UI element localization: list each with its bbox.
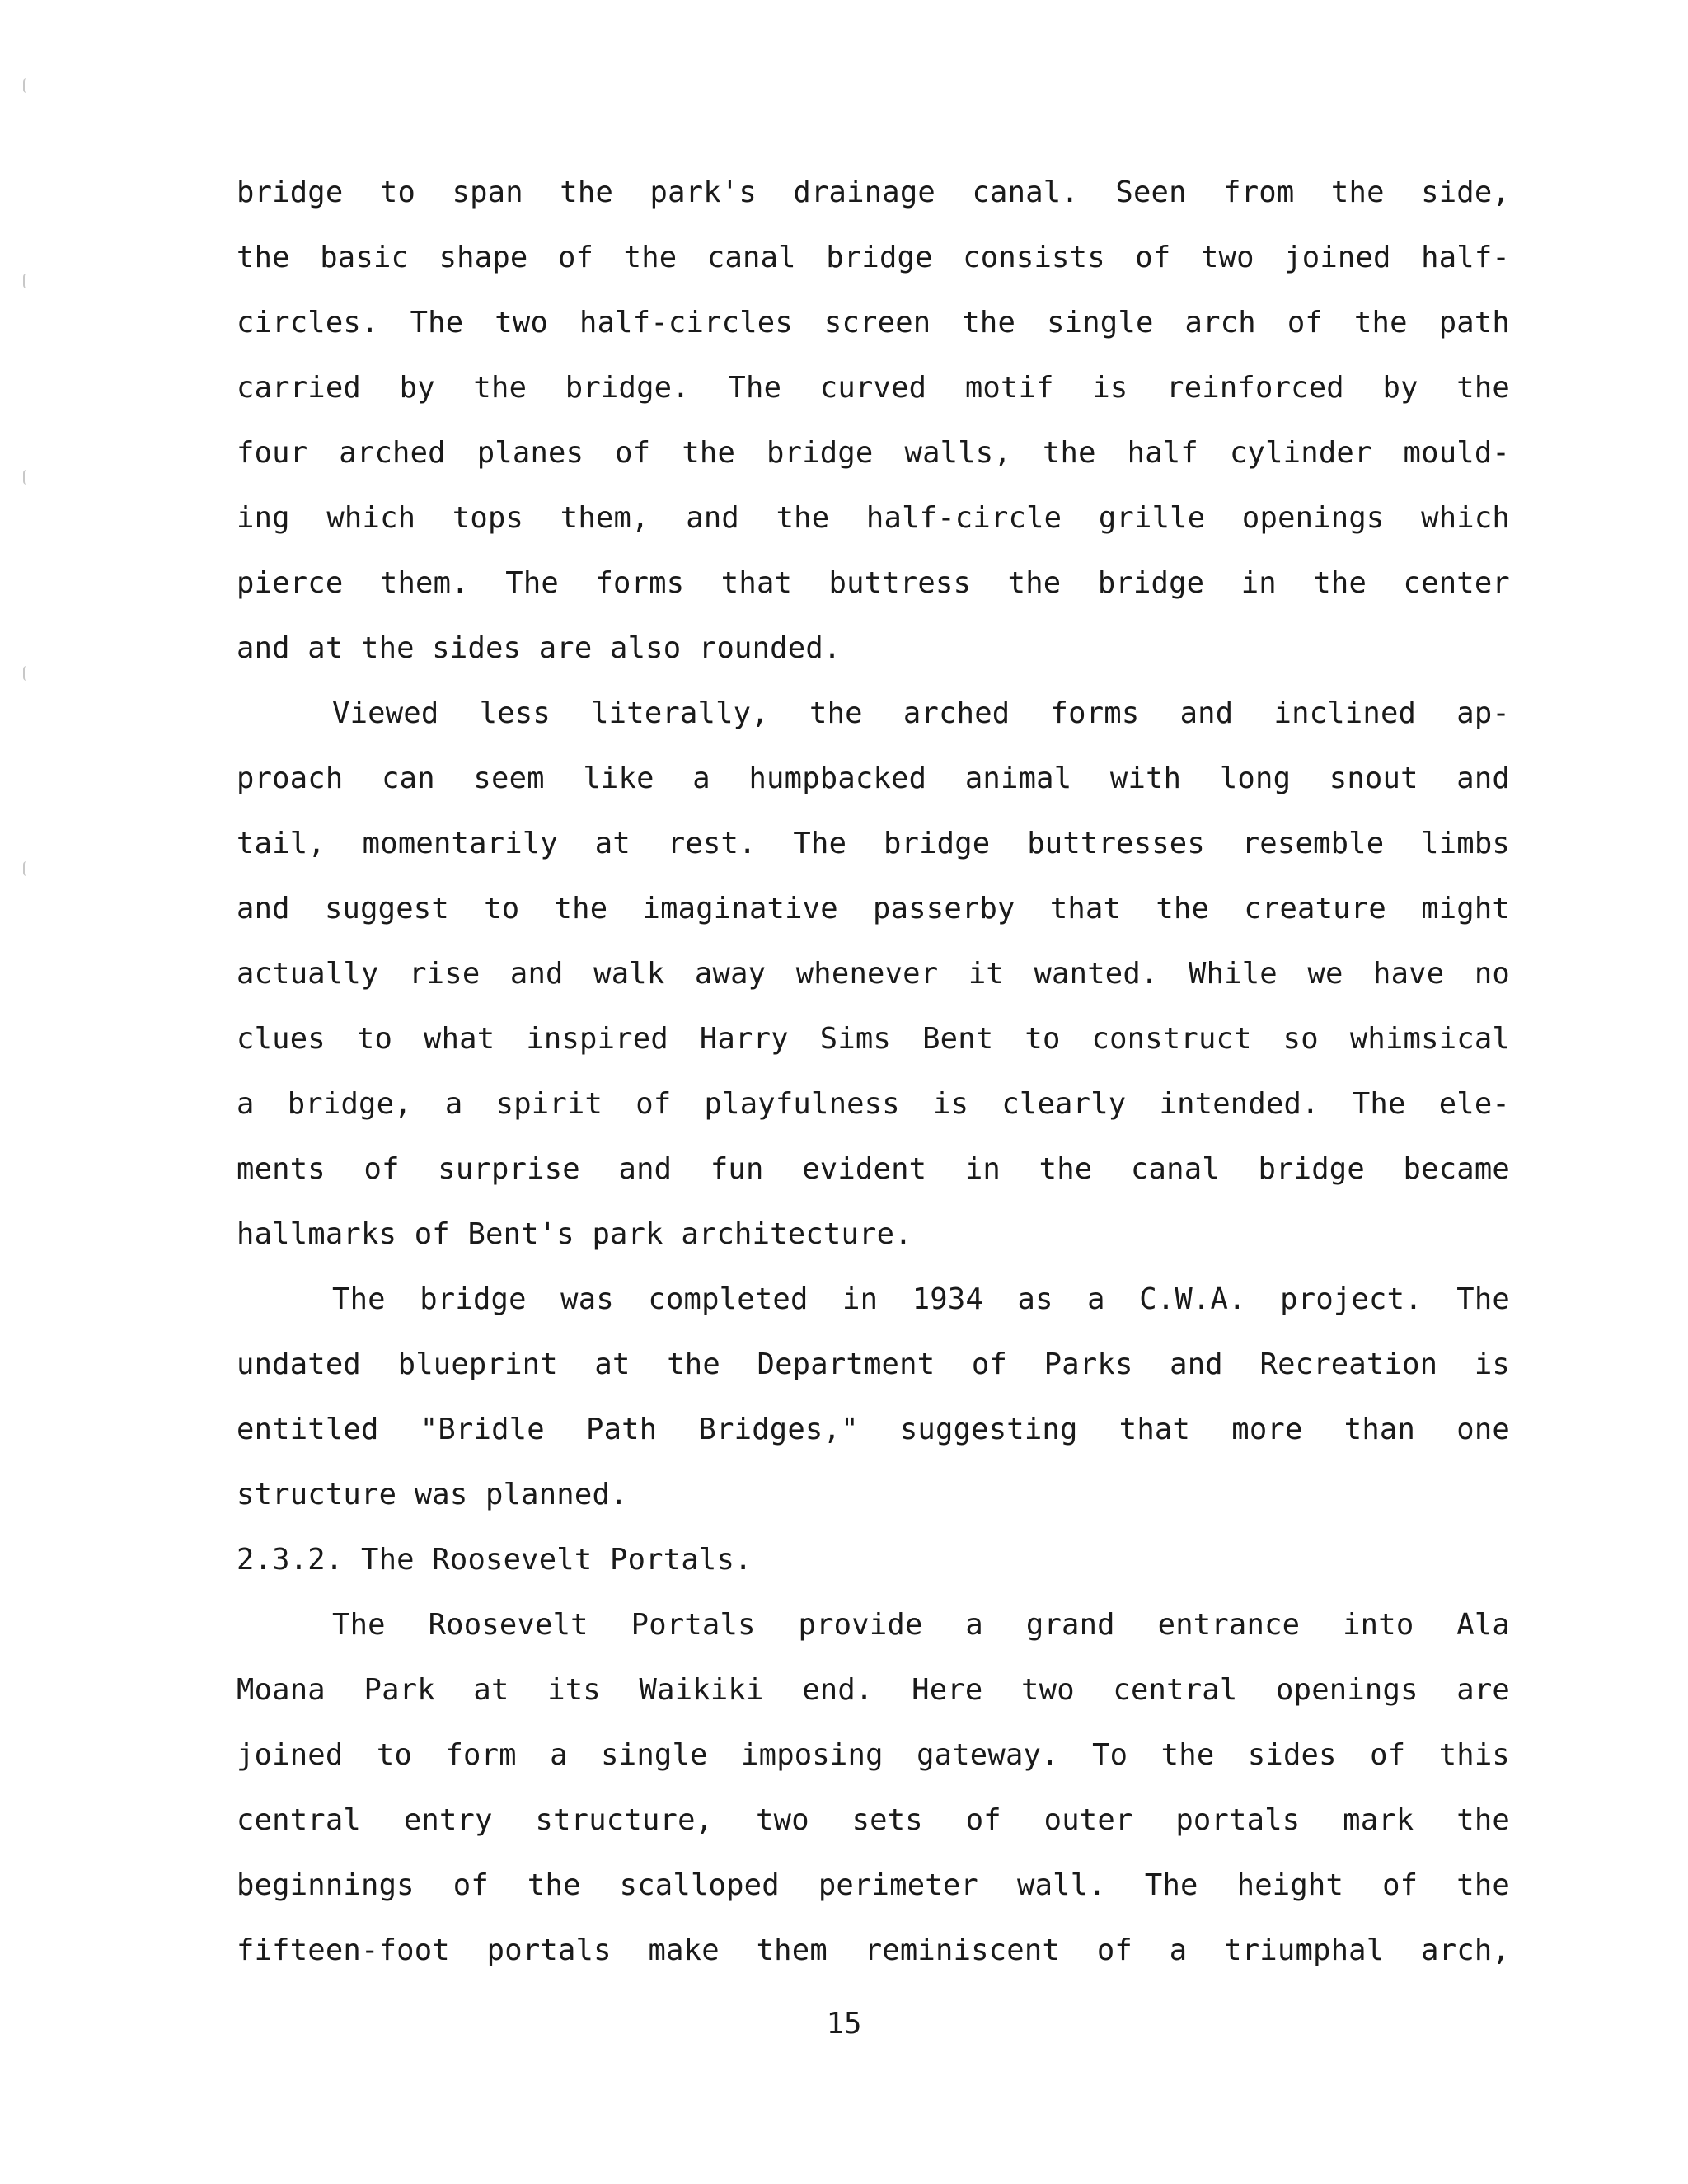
text-line: bridge to span the park's drainage canal. Seen from the side, xyxy=(237,176,1510,209)
text-line: ments of surprise and fun evident in the canal bridge became xyxy=(237,1152,1510,1186)
text-line: Viewed less literally, the arched forms and inclined ap- xyxy=(332,696,1510,730)
text-line: undated blueprint at the Department of Parks and Recreation is xyxy=(237,1347,1510,1381)
text-line: Moana Park at its Waikiki end. Here two central openings are xyxy=(237,1673,1510,1707)
text-line: pierce them. The forms that buttress the bridge in the center xyxy=(237,566,1510,600)
text-line: hallmarks of Bent's park architecture. xyxy=(237,1217,912,1251)
text-line: clues to what inspired Harry Sims Bent to construct so whimsical xyxy=(237,1022,1510,1056)
text-line: tail, momentarily at rest. The bridge buttresses resemble limbs xyxy=(237,827,1510,860)
section-heading: 2.3.2. The Roosevelt Portals. xyxy=(237,1543,753,1577)
binding-mark xyxy=(23,78,30,93)
text-line: beginnings of the scalloped perimeter wall. The height of the xyxy=(237,1868,1510,1902)
text-line: The Roosevelt Portals provide a grand entrance into Ala xyxy=(332,1608,1510,1642)
text-line: the basic shape of the canal bridge consists of two joined half- xyxy=(237,241,1510,274)
text-line: structure was planned. xyxy=(237,1478,628,1511)
text-line: The bridge was completed in 1934 as a C.W.A. project. The xyxy=(332,1282,1510,1316)
text-line: and suggest to the imaginative passerby that the creature might xyxy=(237,892,1510,926)
text-line: actually rise and walk away whenever it wanted. While we have no xyxy=(237,957,1510,991)
binding-mark xyxy=(23,861,30,876)
text-line: fifteen-foot portals make them reminiscent of a triumphal arch, xyxy=(237,1933,1510,1967)
text-line: circles. The two half-circles screen the single arch of the path xyxy=(237,306,1510,340)
text-line: a bridge, a spirit of playfulness is clearly intended. The ele- xyxy=(237,1087,1510,1121)
binding-mark xyxy=(23,274,30,288)
text-line: four arched planes of the bridge walls, the half cylinder mould- xyxy=(237,436,1510,470)
text-line: entitled "Bridle Path Bridges," suggesting that more than one xyxy=(237,1413,1510,1446)
binding-mark xyxy=(23,666,30,681)
page-number: 15 xyxy=(826,2007,862,2041)
binding-mark xyxy=(23,470,30,485)
text-line: joined to form a single imposing gateway. To the sides of this xyxy=(237,1738,1510,1772)
text-line: proach can seem like a humpbacked animal with long snout and xyxy=(237,762,1510,795)
text-line: and at the sides are also rounded. xyxy=(237,631,842,665)
text-line: central entry structure, two sets of outer portals mark the xyxy=(237,1803,1510,1837)
text-line: ing which tops them, and the half-circle grille openings which xyxy=(237,501,1510,535)
text-line: carried by the bridge. The curved motif is reinforced by the xyxy=(237,371,1510,405)
